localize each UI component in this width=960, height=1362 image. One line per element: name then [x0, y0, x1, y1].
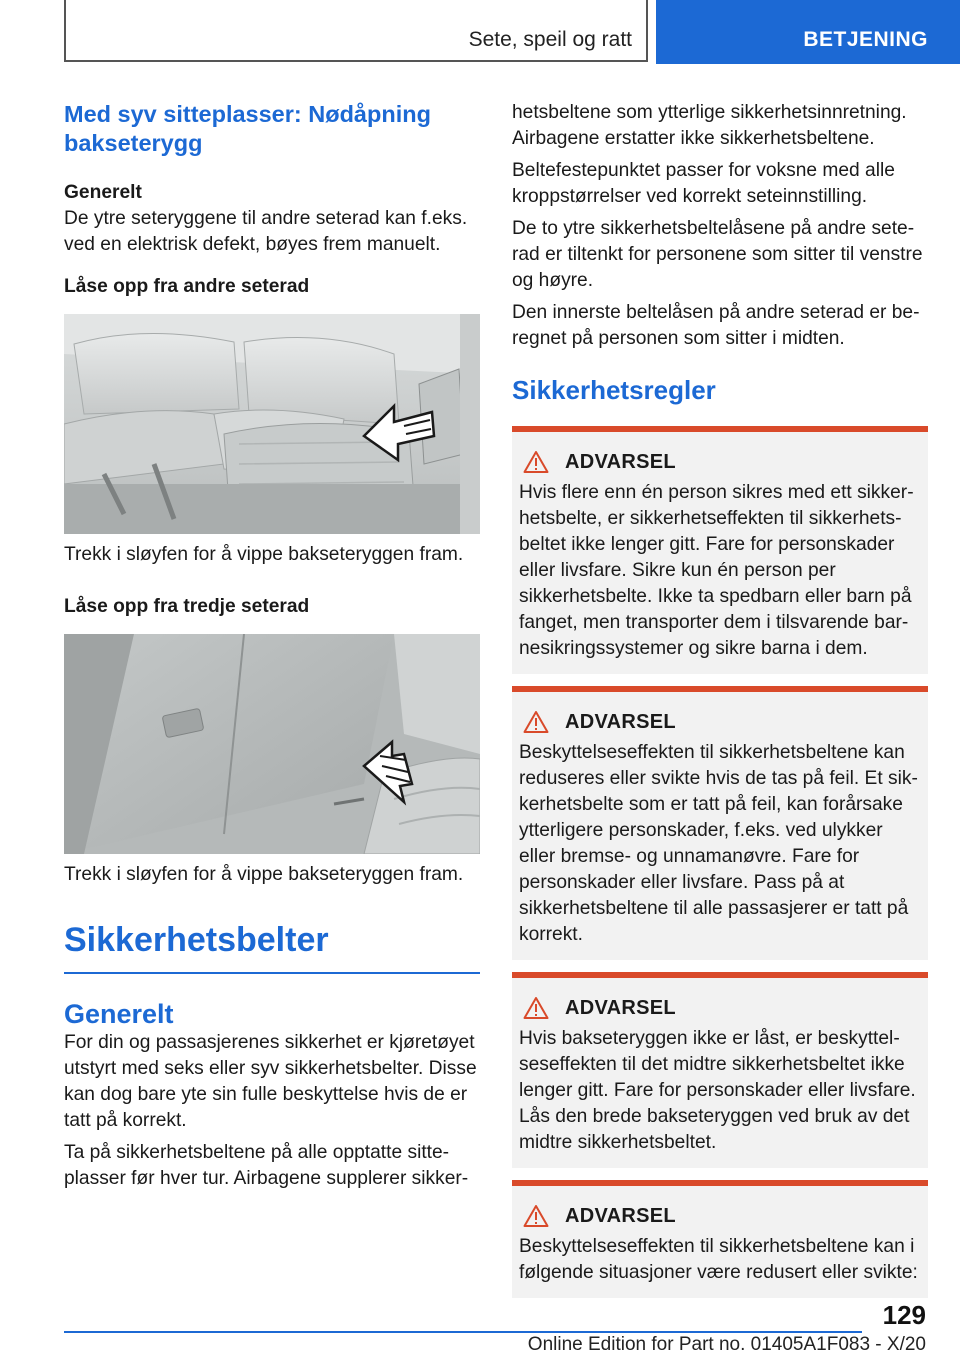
seat-photo-third-row	[64, 634, 480, 854]
section-title: Med syv sitteplasser: Nødåpning bakseterygg	[64, 101, 431, 156]
warning-title: ADVARSEL	[565, 996, 676, 1019]
paragraph: Ta på sikkerhetsbeltene på alle opptatte sitteplasser før hver tur. Airbagene supplerer sikker-	[64, 1142, 469, 1189]
chapter-heading: Sikkerhetsbelter	[64, 921, 329, 959]
warning-triangle-icon	[523, 710, 549, 734]
subheading-third-row: Låse opp fra tredje seterad	[64, 596, 310, 617]
warning-title: ADVARSEL	[565, 710, 676, 733]
page-number: 129	[882, 1300, 926, 1330]
paragraph: Den innerste beltelåsen på andre seterad er beregnet på personen som sitter i midten.	[512, 302, 920, 349]
warning-triangle-icon	[523, 1204, 549, 1228]
photo-caption: Trekk i sløyfen for å vippe bakseteryggen fram.	[64, 864, 464, 885]
header-chapter: Sete, speil og ratt	[468, 28, 632, 51]
warning-text: Beskyttelseseffekten til sikkerhetsbeltene kan reduseres eller svikte hvis de tas på feil. Et sikkerhetsbelte som er tatt på feil, kan forårsake ytterligere personskader, f.eks. ved ulykker eller bremse- og unnamanøvre. Fare for personskader eller livsfare. Pass på at sikkerhetsbeltene til alle passasjerer er tatt på korrekt.	[519, 742, 918, 945]
header-chapter-box	[64, 0, 648, 62]
header-section-label: BETJENING	[803, 28, 928, 51]
warning-box	[512, 426, 928, 674]
warning-box	[512, 1180, 928, 1298]
page-header	[0, 0, 960, 64]
section-heading: Sikkerhetsregler	[512, 375, 716, 405]
warning-box	[512, 972, 928, 1168]
header-section-tab[interactable]	[656, 0, 960, 64]
warning-text: Hvis bakseteryggen ikke er låst, er beskyttelseseffekten til det midtre sikkerhetsbeltet ikke lenger gitt. Fare for personskader eller livsfare. Lås den brede bakseteryggen ved bruk av det midtre sikkerhetsbeltet.	[519, 1028, 916, 1153]
footer-rule	[64, 1331, 862, 1333]
warning-text: Beskyttelseseffekten til sikkerhetsbeltene kan i følgende situasjoner være redusert eller svikte:	[519, 1236, 918, 1283]
paragraph: De to ytre sikkerhetsbeltelåsene på andre seterad er tiltenkt for personene som sitter til venstre og høyre.	[512, 218, 923, 291]
subheading-generelt: Generelt	[64, 182, 142, 203]
warning-triangle-icon	[523, 996, 549, 1020]
section-heading: Generelt	[64, 999, 174, 1029]
subheading-second-row: Låse opp fra andre seterad	[64, 276, 310, 297]
seat-photo-second-row	[64, 314, 480, 534]
paragraph: For din og passasjerenes sikkerhet er kjøretøyet utstyrt med seks eller syv sikkerhetsbelter. Disse kan dog bare yte sin fulle beskyttelse hvis de er tatt på korrekt.	[64, 1032, 477, 1131]
paragraph: hetsbeltene som ytterlige sikkerhetsinnretning. Airbagene erstatter ikke sikkerhetsbeltene.	[512, 102, 907, 149]
footer-edition: Online Edition for Part no. 01405A1F083 - X/20	[527, 1334, 926, 1355]
warning-text: Hvis flere enn én person sikres med ett sikkerhetsbelte, er sikkerhetseffekten til sikkerhetsbeltet ikke lenger gitt. Fare for personskader eller livsfare. Sikre kun én person per sikkerhetsbelte. Ikke ta spedbarn eller barn på fanget, men transporter dem i tilsvarende barnesikringssystemer og sikre barna i dem.	[519, 482, 914, 659]
warning-box	[512, 686, 928, 960]
left-column	[64, 100, 480, 1192]
paragraph: De ytre seteryggene til andre seterad kan f.eks. ved en elektrisk defekt, bøyes frem manuelt.	[64, 208, 468, 255]
warning-title: ADVARSEL	[565, 450, 676, 473]
right-column	[512, 100, 928, 1298]
warning-triangle-icon	[523, 450, 549, 474]
warning-title: ADVARSEL	[565, 1204, 676, 1227]
photo-caption: Trekk i sløyfen for å vippe bakseteryggen fram.	[64, 544, 464, 565]
paragraph: Beltefestepunktet passer for voksne med alle kroppstørrelser ved korrekt seteinnstilling.	[512, 160, 895, 207]
